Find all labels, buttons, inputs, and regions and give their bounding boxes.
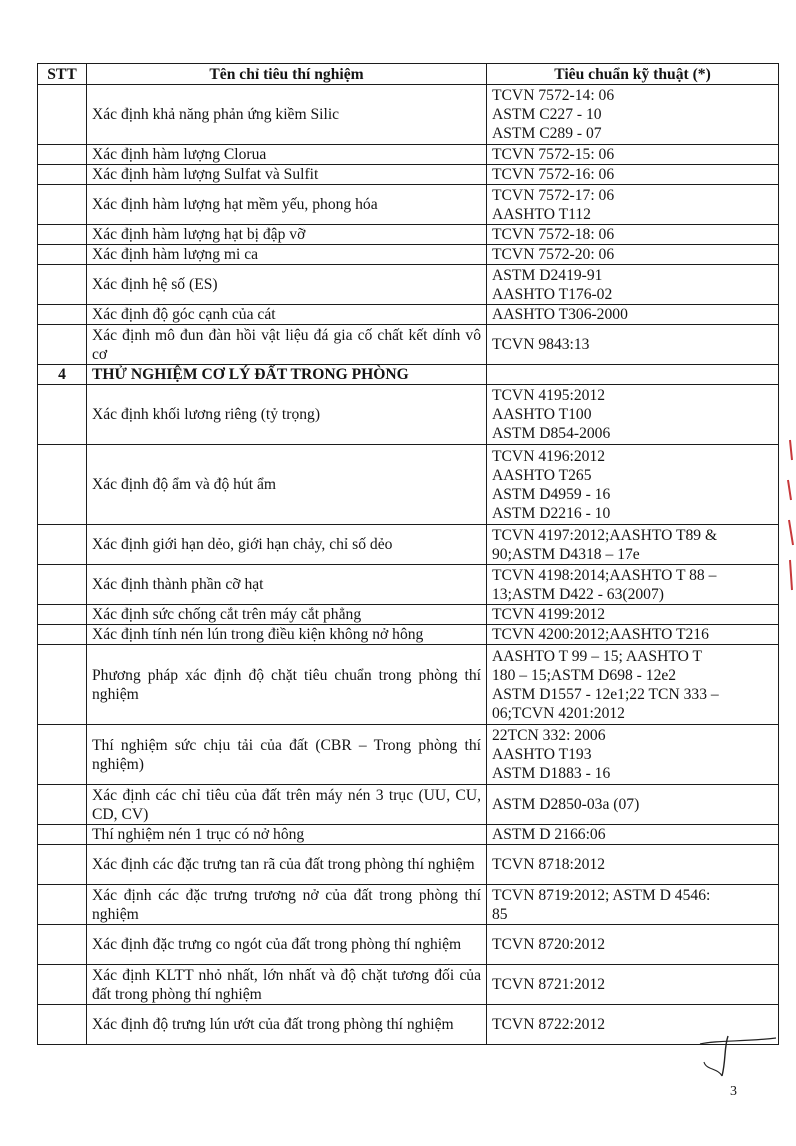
table-row <box>38 565 779 605</box>
row-test-name: Xác định độ góc cạnh của cát <box>87 305 487 325</box>
standard-line: TCVN 7572-16: 06 <box>492 166 615 183</box>
row-test-name: Xác định sức chống cắt trên máy cắt phẳng <box>87 605 487 625</box>
table-row <box>38 165 779 185</box>
row-test-name: Xác định độ trưng lún ướt của đất trong phòng thí nghiệm <box>87 1005 487 1045</box>
standard-line: ASTM D1557 - 12e1;22 TCN 333 – <box>492 685 719 703</box>
row-stt <box>38 145 87 165</box>
table-row <box>38 605 779 625</box>
row-test-name: Thí nghiệm nén 1 trục có nở hông <box>87 825 487 845</box>
table-row <box>38 785 779 825</box>
row-stt <box>38 165 87 185</box>
standard-line: TCVN 4195:2012 <box>492 387 606 404</box>
standard-line: TCVN 8721:2012 <box>492 976 606 993</box>
document-page <box>37 63 778 1045</box>
standard-line: AASHTO T112 <box>492 205 591 223</box>
standard-line: ASTM D 2166:06 <box>492 826 606 843</box>
signature-mark <box>698 1032 778 1082</box>
row-test-name: Xác định khả năng phản ứng kiềm Silic <box>87 85 487 145</box>
row-test-name: Xác định mô đun đàn hồi vật liệu đá gia cố chất kết dính vô cơ <box>87 325 487 365</box>
standard-line: TCVN 4198:2014;AASHTO T 88 – <box>492 566 717 584</box>
row-standard <box>487 185 779 225</box>
row-test-name: Xác định hàm lượng hạt mềm yếu, phong hóa <box>87 185 487 225</box>
standard-line: TCVN 9843:13 <box>492 336 590 353</box>
row-test-name: Xác định các chỉ tiêu của đất trên máy nén 3 trục (UU, CU, CD, CV) <box>87 785 487 825</box>
row-standard <box>487 225 779 245</box>
row-standard <box>487 165 779 185</box>
standards-table <box>37 63 779 1045</box>
table-row <box>38 385 779 445</box>
standard-line: 13;ASTM D422 - 63(2007) <box>492 585 664 603</box>
row-standard <box>487 325 779 365</box>
table-row <box>38 145 779 165</box>
row-stt <box>38 885 87 925</box>
row-test-name: Xác định hệ số (ES) <box>87 265 487 305</box>
standard-line: ASTM D854-2006 <box>492 425 611 442</box>
table-row <box>38 445 779 525</box>
standard-line: ASTM C289 - 07 <box>492 125 602 142</box>
standard-line: TCVN 8718:2012 <box>492 856 606 873</box>
standard-line: AASHTO T 99 – 15; AASHTO T <box>492 647 702 665</box>
row-stt <box>38 625 87 645</box>
row-test-name: Xác định các đặc trưng trương nở của đất trong phòng thí nghiệm <box>87 885 487 925</box>
standard-line: ASTM C227 - 10 <box>492 106 602 123</box>
table-row <box>38 825 779 845</box>
standard-line: TCVN 7572-20: 06 <box>492 246 615 263</box>
table-row <box>38 245 779 265</box>
standard-line: AASHTO T306-2000 <box>492 306 628 323</box>
table-row <box>38 305 779 325</box>
row-test-name: THỬ NGHIỆM CƠ LÝ ĐẤT TRONG PHÒNG <box>87 365 487 385</box>
row-stt <box>38 245 87 265</box>
row-standard <box>487 965 779 1005</box>
row-test-name: Xác định đặc trưng co ngót của đất trong phòng thí nghiệm <box>87 925 487 965</box>
row-stt <box>38 965 87 1005</box>
standard-line: ASTM D2216 - 10 <box>492 504 611 522</box>
row-test-name: Xác định độ ẩm và độ hút ẩm <box>87 445 487 525</box>
table-row <box>38 625 779 645</box>
table-row <box>38 965 779 1005</box>
standard-line: TCVN 7572-17: 06 <box>492 186 615 204</box>
row-stt <box>38 645 87 725</box>
row-stt <box>38 305 87 325</box>
row-stt <box>38 565 87 605</box>
table-header-row <box>38 64 779 85</box>
table-row <box>38 645 779 725</box>
row-test-name: Xác định hàm lượng Sulfat và Sulfit <box>87 165 487 185</box>
row-stt <box>38 825 87 845</box>
row-stt <box>38 725 87 785</box>
standard-line: TCVN 4199:2012 <box>492 606 606 623</box>
row-standard <box>487 85 779 145</box>
row-test-name: Xác định các đặc trưng tan rã của đất trong phòng thí nghiệm <box>87 845 487 885</box>
standard-line: ASTM D1883 - 16 <box>492 765 611 782</box>
row-standard <box>487 925 779 965</box>
row-standard <box>487 385 779 445</box>
table-row <box>38 225 779 245</box>
row-stt <box>38 445 87 525</box>
row-standard <box>487 625 779 645</box>
header-standard: Tiêu chuẩn kỹ thuật (*) <box>487 64 779 85</box>
row-test-name: Xác định giới hạn dẻo, giới hạn chảy, chỉ số dẻo <box>87 525 487 565</box>
row-stt <box>38 1005 87 1045</box>
standard-line: AASHTO T265 <box>492 466 592 484</box>
table-row <box>38 325 779 365</box>
standard-line: ASTM D2850-03a (07) <box>492 796 640 813</box>
row-standard <box>487 785 779 825</box>
row-standard <box>487 265 779 305</box>
standard-line: TCVN 4200:2012;AASHTO T216 <box>492 626 709 643</box>
row-stt <box>38 385 87 445</box>
row-standard <box>487 725 779 785</box>
row-standard <box>487 305 779 325</box>
row-stt <box>38 225 87 245</box>
standard-line: TCVN 8719:2012; ASTM D 4546: <box>492 886 711 904</box>
row-standard <box>487 645 779 725</box>
row-stt <box>38 785 87 825</box>
standard-line: TCVN 8720:2012 <box>492 936 606 953</box>
row-standard <box>487 565 779 605</box>
table-row <box>38 845 779 885</box>
table-row <box>38 725 779 785</box>
row-test-name: Xác định hàm lượng hạt bị đập vỡ <box>87 225 487 245</box>
row-test-name: Xác định tính nén lún trong điều kiện không nở hông <box>87 625 487 645</box>
row-standard <box>487 845 779 885</box>
row-standard <box>487 525 779 565</box>
row-standard <box>487 445 779 525</box>
standard-line: ASTM D2419-91 <box>492 266 603 284</box>
table-row <box>38 265 779 305</box>
standard-line: AASHTO T193 <box>492 746 592 763</box>
standard-line: 180 – 15;ASTM D698 - 12e2 <box>492 666 677 684</box>
header-stt: STT <box>38 64 87 85</box>
row-test-name: Xác định hàm lượng mi ca <box>87 245 487 265</box>
row-stt <box>38 85 87 145</box>
standard-line: TCVN 4197:2012;AASHTO T89 & <box>492 526 718 544</box>
row-test-name: Xác định khối lương riêng (tỷ trọng) <box>87 385 487 445</box>
row-test-name: Thí nghiệm sức chịu tải của đất (CBR – Trong phòng thí nghiệm) <box>87 725 487 785</box>
row-test-name: Phương pháp xác định độ chặt tiêu chuẩn trong phòng thí nghiệm <box>87 645 487 725</box>
section-row <box>38 365 779 385</box>
table-row <box>38 925 779 965</box>
red-stamp-edge <box>782 430 796 610</box>
standard-line: TCVN 7572-15: 06 <box>492 146 615 163</box>
row-stt <box>38 325 87 365</box>
row-stt <box>38 525 87 565</box>
row-standard <box>487 885 779 925</box>
standard-line: AASHTO T176-02 <box>492 285 613 303</box>
standard-line: TCVN 4196:2012 <box>492 447 606 465</box>
standard-line: 22TCN 332: 2006 <box>492 727 606 744</box>
row-stt <box>38 265 87 305</box>
header-test-name: Tên chỉ tiêu thí nghiệm <box>87 64 487 85</box>
standard-line: TCVN 8722:2012 <box>492 1016 606 1033</box>
row-stt <box>38 925 87 965</box>
row-test-name: Xác định KLTT nhỏ nhất, lớn nhất và độ chặt tương đối của đất trong phòng thí nghiệm <box>87 965 487 1005</box>
table-body <box>38 85 779 1045</box>
table-row <box>38 85 779 145</box>
standard-line: AASHTO T100 <box>492 406 592 423</box>
row-stt <box>38 845 87 885</box>
standard-line: 90;ASTM D4318 – 17e <box>492 545 640 563</box>
row-standard <box>487 605 779 625</box>
row-stt <box>38 185 87 225</box>
standard-line: TCVN 7572-14: 06 <box>492 87 615 104</box>
table-row <box>38 185 779 225</box>
page-number: 3 <box>730 1084 737 1099</box>
standard-line: 06;TCVN 4201:2012 <box>492 704 625 722</box>
table-row <box>38 525 779 565</box>
row-standard <box>487 145 779 165</box>
row-standard <box>487 365 779 385</box>
row-standard <box>487 825 779 845</box>
standard-line: 85 <box>492 905 508 923</box>
row-stt: 4 <box>38 365 87 385</box>
row-standard <box>487 245 779 265</box>
table-row <box>38 1005 779 1045</box>
row-stt <box>38 605 87 625</box>
row-test-name: Xác định thành phần cỡ hạt <box>87 565 487 605</box>
row-test-name: Xác định hàm lượng Clorua <box>87 145 487 165</box>
table-row <box>38 885 779 925</box>
standard-line: ASTM D4959 - 16 <box>492 485 611 503</box>
standard-line: TCVN 7572-18: 06 <box>492 226 615 243</box>
